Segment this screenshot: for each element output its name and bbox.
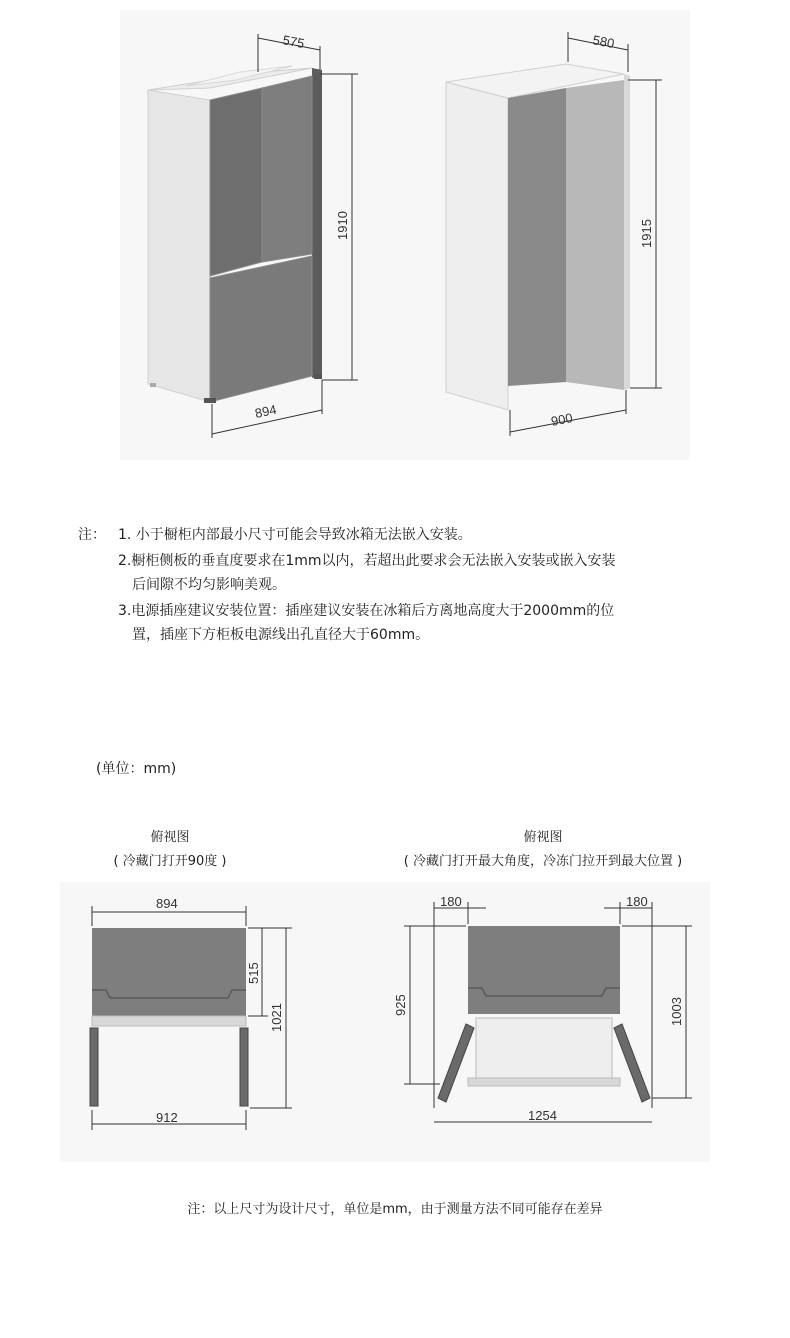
left-view-subtitle: ( 冷藏门打开90度 ) bbox=[113, 854, 227, 869]
right-view-subtitle: ( 冷藏门打开最大角度，冷冻门拉开到最大位置 ) bbox=[403, 854, 683, 869]
left-depth-open-label: 1021 bbox=[269, 1003, 284, 1032]
left-depth-label: 515 bbox=[246, 962, 261, 984]
left-view-title: 俯视图 bbox=[150, 830, 190, 845]
right-depth-left-label: 925 bbox=[393, 994, 408, 1016]
right-side-right-label: 180 bbox=[626, 894, 648, 909]
fridge-illustration bbox=[148, 66, 322, 403]
right-side-left-label: 180 bbox=[440, 894, 462, 909]
isometric-dimension-diagram bbox=[0, 0, 790, 470]
right-view-title: 俯视图 bbox=[523, 830, 563, 845]
note-2: 2.橱柜侧板的垂直度要求在1mm以内，若超出此要求会无法嵌入安装或嵌入安装 bbox=[118, 553, 616, 569]
left-width-open-label: 912 bbox=[156, 1110, 178, 1125]
cabinet-depth-label: 580 bbox=[591, 32, 616, 52]
footnote: 注：以上尺寸为设计尺寸，单位是mm，由于测量方法不同可能存在差异 bbox=[187, 1202, 603, 1217]
note-3-cont: 置，插座下方柜板电源线出孔直径大于60mm。 bbox=[132, 627, 430, 643]
right-depth-right-label: 1003 bbox=[669, 997, 684, 1026]
note-3: 3.电源插座建议安装位置：插座建议安装在冰箱后方离地高度大于2000mm的位 bbox=[118, 603, 615, 619]
note-1: 1. 小于橱柜内部最小尺寸可能会导致冰箱无法嵌入安装。 bbox=[118, 527, 472, 543]
left-width-top-label: 894 bbox=[156, 896, 178, 911]
cabinet-width-label: 900 bbox=[549, 410, 574, 429]
top-view-diagrams bbox=[0, 880, 790, 1170]
fridge-height-label: 1910 bbox=[335, 211, 350, 240]
cabinet-illustration bbox=[446, 64, 630, 410]
note-2-cont: 后间隙不均匀影响美观。 bbox=[132, 577, 286, 593]
unit-label: (单位：mm) bbox=[96, 761, 177, 777]
right-width-open-label: 1254 bbox=[528, 1108, 557, 1123]
cabinet-height-label: 1915 bbox=[639, 219, 654, 248]
notes-prefix: 注： bbox=[78, 527, 106, 543]
fridge-width-label: 894 bbox=[253, 401, 278, 421]
fridge-depth-label: 575 bbox=[281, 32, 306, 52]
